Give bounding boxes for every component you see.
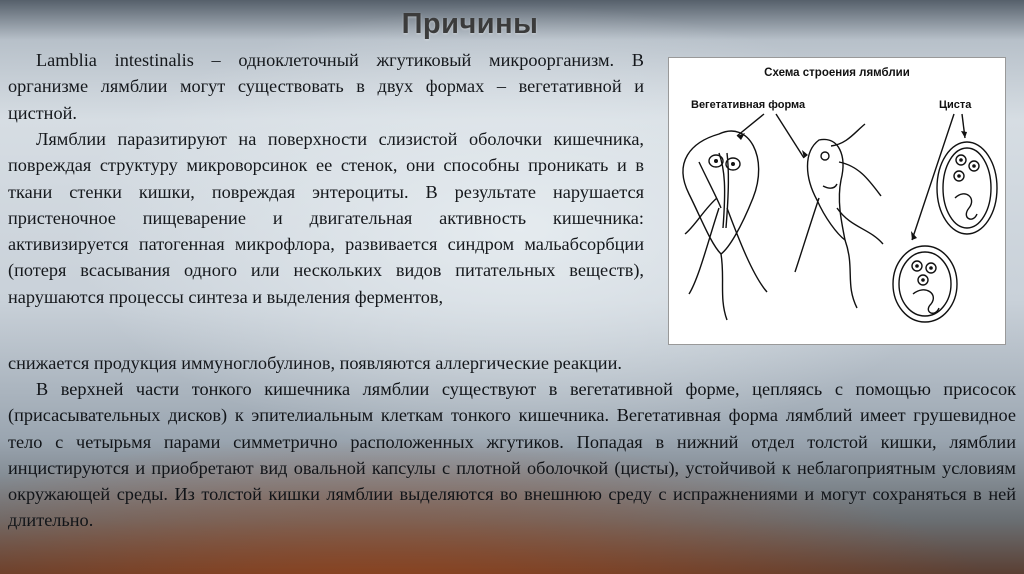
figure-label-cyst: Циста — [939, 99, 972, 111]
trophozoite-front-body — [683, 131, 759, 254]
paragraph-life-cycle: В верхней части тонкого кишечника лямблии существуют в вегетативной форме, цепляясь с помощью присосок (присасывательных дисков) к эпителиальным клеткам тонкого кишечника. Вегетативная форма лямблий имеет грушевидное тело с четырьмя парами симметрично расположенных жгутиков. Попадая в нижний отдел толстой кишки, лямблии инцистируются и приобретают вид овальной капсулы с плотной оболочкой (цисты), устойчивой к неблагоприятным условиям окружающей среды. Из толстой кишки лямблии выделяются во внешнюю среду с испражнениями и могут сохраняться в ней длительно. — [8, 379, 1016, 531]
paragraph-immunoglobulins: снижается продукция иммуноглобулинов, появляются аллергические реакции. — [8, 353, 622, 373]
arrow-vegetative-right — [776, 114, 804, 158]
paragraph-pathogenesis: Лямблии паразитируют на поверхности слизистой оболочки кишечника, повреждая структуру микроворсинок ее стенок, они способны проникать и в ткани стенки кишки, повреждая энтероциты. В результате нарушается пристеночное пищеварение и двигательная активность кишечника: активизируется патогенная микрофлора, развивается синдром мальабсорбции (потеря всасывания одного или нескольких видов питательных веществ), нарушаются процессы синтеза и выделения ферментов, — [8, 129, 644, 307]
cyst-upper — [937, 142, 997, 234]
arrow-cyst-left — [912, 114, 954, 240]
lamblia-structure-figure — [668, 57, 1006, 345]
figure-label-vegetative: Вегетативная форма — [691, 99, 806, 111]
figure-title: Схема строения лямблии — [764, 67, 910, 79]
slide-title: Причины — [401, 8, 539, 40]
paragraph-intro: Lamblia intestinalis – одноклеточный жгутиковый микроорганизм. В организме лямблии могут существовать в двух формах – вегетативной и цистной. — [8, 50, 644, 123]
trophozoite-side-body — [808, 139, 846, 240]
